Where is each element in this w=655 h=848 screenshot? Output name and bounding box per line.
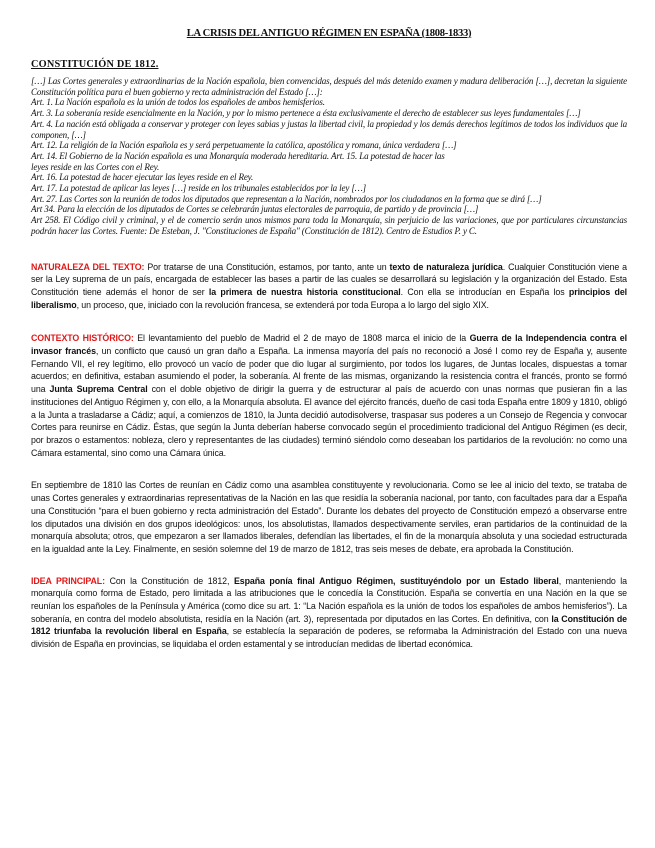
quote-line: Art. 12. La religión de la Nación española es y será perpetuamente la católica, apostólica y romana, única verdadera […]: [31, 140, 457, 151]
idea-bold: la Constitución de 1812 triunfaba la revolución liberal en España: [31, 613, 628, 637]
quote-line: Art. 3. La soberanía reside esencialmente en la Nación, y por lo mismo pertenece a ésta exclusivamente el derecho de establecer sus leyes fundamentales […]: [31, 108, 581, 119]
contexto-label: CONTEXTO HISTÓRICO:: [31, 333, 134, 344]
contexto-bold: Junta Suprema Central: [49, 384, 148, 395]
contexto-bold: Guerra de la Independencia contra el invasor francés: [31, 333, 627, 357]
naturaleza-bold: texto de naturaleza jurídica: [389, 261, 503, 272]
naturaleza-text: , un proceso, que, iniciado con la revolución francesa, se extenderá por toda Europa a lo largo del siglo XIX.: [76, 299, 489, 310]
quote-line: Art. 4. La nación está obligada a conservar y proteger con leyes sabias y justas la libertad civil, la propiedad y los demás derechos legítimos de todos los individuos que la componen, […]: [31, 118, 627, 140]
contexto-text: El levantamiento del pueblo de Madrid el 2 de mayo de 1808 marca el inicio de la: [133, 333, 470, 344]
quote-line: Art. 16. La potestad de hacer ejecutar las leyes reside en el Rey.: [31, 172, 254, 183]
naturaleza-bold: la primera de nuestra historia constitucional: [208, 286, 401, 297]
idea-section: [31, 575, 627, 651]
septiembre-paragraph: En septiembre de 1810 las Cortes de reunían en Cádiz como una asamblea constituyente y revolucionaria. Como se lee al inicio del texto, se trataba de unas Cortes generales y extraordinarias representativas de la Nación en las que residía la soberanía nacional, por tanto, con facultades para dar a España una Constitución “para el buen gobierno y recta administración del Estado”. Durante los debates del proyecto de Constitución empezó a observarse entre los diputados una división en dos grupos ideológicos: unos, los absolutistas, llamados despectivamente serviles, eran partidarios de la continuidad de la monarquía absoluta; otros, que empezaron a ser llamados liberales, defendían las libertades, el fin de la monarquía absoluta y una sociedad estructurada en la igualdad ante la Ley. Finalmente, en sesión solemne del 19 de marzo de 1812, tras seis meses de debate, era aprobada la Constitución.: [31, 480, 627, 554]
document-title: LA CRISIS DEL ANTIGUO RÉGIMEN EN ESPAÑA (1808-1833): [186, 28, 472, 39]
contexto-text: con el doble objetivo de dirigir la guerra y de estructurar al país de acuerdo con unas normas que pusieran fin a las instituciones del Antiguo Régimen y, con ello, a la Monarquía absoluta. El avance del ejército francés, dueño de casi toda España entre 1809 y 1810, obligó a la Junta a trasladarse a Cádiz; aquí, a comienzos de 1810, la Junta decidió autodisolverse, traspasar sus poderes a un Consejo de Regencia y convocar Cortes para reunirse en Cádiz. Éstas, que según la Junta deberían haberse convocado según el procedimiento tradicional del Antiguo Régimen (es decir, por brazos o estamentos: nobleza, clero y representantes de las ciudades) terminó siéndolo como deseaban los partidarios de la revolución: no como una Cámara estamental, sino como una Cámara única.: [31, 384, 627, 458]
naturaleza-label: NATURALEZA DEL TEXTO:: [31, 261, 145, 272]
naturaleza-section: [31, 261, 627, 312]
naturaleza-text: . Cualquier Constitución viene a ser la Ley suprema de un país, encargada de establecer las bases a partir de las cuales se desarrollará su legislación y la organización del Estado. Esta Constitución tiene además el honor de ser: [31, 261, 627, 297]
quote-line: Art. 17. La potestad de aplicar las leyes […] reside en los tribunales establecidos por la ley […]: [31, 183, 367, 194]
quote-line: […] Las Cortes generales y extraordinarias de la Nación española, bien convencidas, después del más detenido examen y madura deliberación […], decretan la siguiente Constitución política para el buen gobierno y recta administración del Estado […]:: [31, 76, 627, 97]
quote-line: Art. 1. La Nación española es la unión de todos los españoles de ambos hemisferios.: [31, 97, 325, 108]
quote-line: Art. 14. El Gobierno de la Nación española es una Monarquía moderada hereditaria. Art. 15. La potestad de hacer las: [31, 150, 445, 161]
idea-text: , manteniendo la monarquía como forma de Estado, pero limitada a las atribuciones que le concedía la Constitución. España se convertía en una Nación en la que se reunían los españoles de la Península y América (como dice su art. 1: “La Nación española es la unión de todos los españoles de ambos hemisferios”). La soberanía, en contra del modelo absolutista, residía en la Nación (art. 3), representada por diputados en las Cortes. En definitiva, con: [31, 575, 627, 624]
constitution-quote: [31, 76, 627, 237]
quote-line: Art. 27. Las Cortes son la reunión de todos los diputados que representan a la Nación, nombrados por los ciudadanos en la forma que se dirá […]: [31, 193, 542, 204]
quote-line: leyes reside en las Cortes con el Rey.: [31, 161, 160, 172]
naturaleza-text: . Con ella se introducían en España los: [400, 286, 569, 297]
constitution-heading: CONSTITUCIÓN DE 1812.: [31, 59, 159, 70]
idea-text: , se establecía la separación de poderes, se reformaba la Administración del Estado con una nueva división de España en provincias, se liquidaba el orden estamental y se introducían medidas de libertad económica.: [31, 626, 628, 650]
idea-bold: España ponía final Antiguo Régimen, sustituyéndolo por un Estado liberal: [233, 575, 559, 586]
naturaleza-text: Por tratarse de una Constitución, estamos, por tanto, ante un: [144, 261, 390, 272]
idea-text: Con la Constitución de 1812,: [104, 575, 234, 586]
idea-label: IDEA PRINCIPAL:: [31, 575, 105, 586]
quote-line: Art 34. Para la elección de los diputados de Cortes se celebrarán juntas electorales de parroquia, de partido y de provincia […]: [31, 204, 479, 215]
contexto-section: [31, 332, 627, 459]
quote-line: Art 258. El Código civil y criminal, y el de comercio serán unos mismos para toda la Monarquía, sin perjuicio de las variaciones, que por particulares circunstancias podrán hacer las Cortes. Fuente: De Esteban, J. "Constituciones de España" (Constitución de 1812). Centro de Estudios P. y C.: [31, 215, 627, 236]
naturaleza-bold: principios del liberalismo: [31, 286, 628, 310]
contexto-text: , un conflicto que causó un gran daño a España. La inmensa mayoría del país no reconoció a José I como rey de España y, ausente Fernando VII, el rey legítimo, ello provocó un vacío de poder que dio lugar al surgimiento, por todos los lugares, de Juntas locales, dispuestas a tomar acuerdos; en definitiva, estaban asumiendo el poder, la soberanía. Al frente de las mismas, organizando la resistencia contra el francés, pronto se formó una: [31, 346, 627, 395]
